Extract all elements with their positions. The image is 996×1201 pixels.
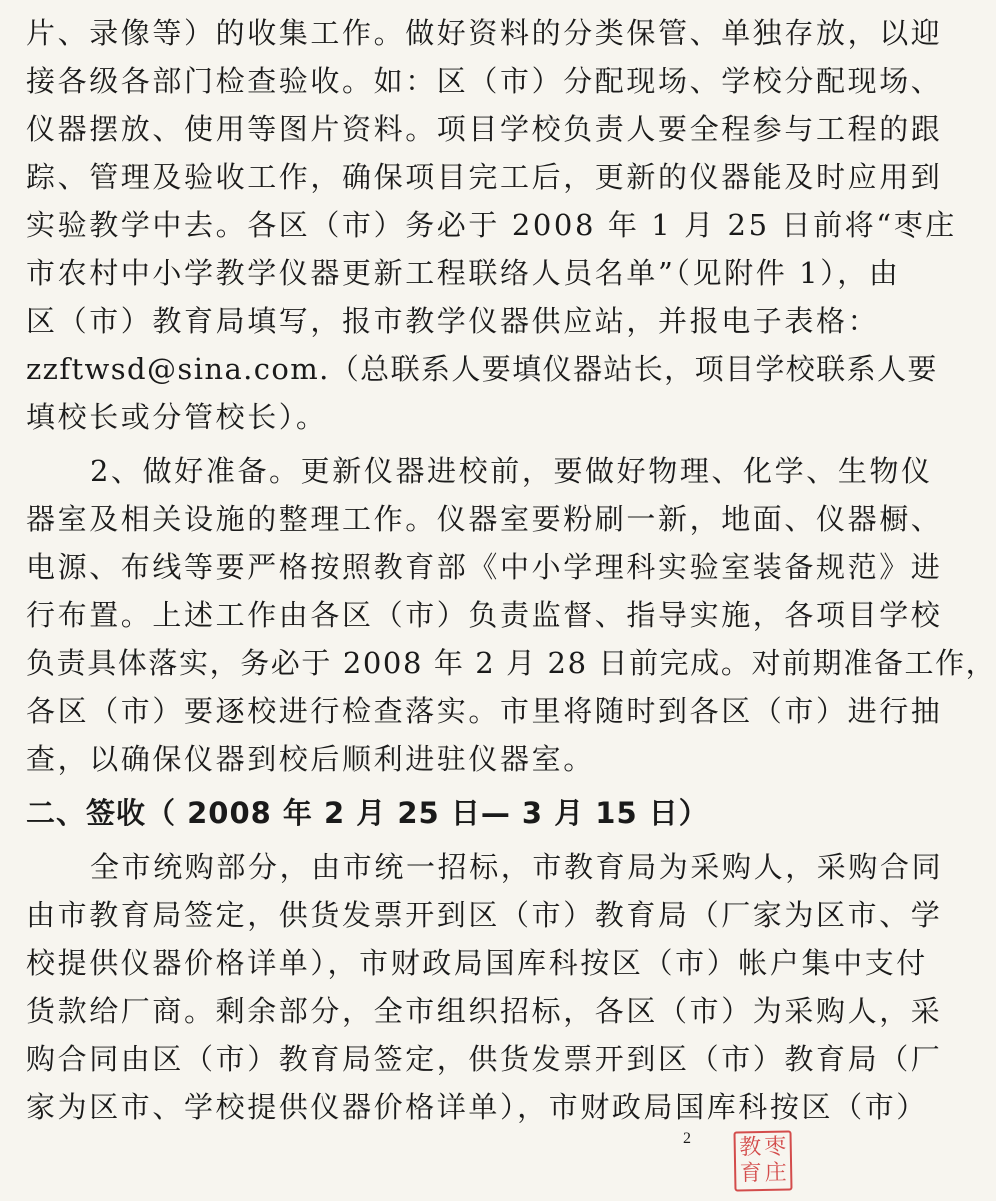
stamp-char: 育: [739, 1161, 762, 1187]
page-number: 2: [683, 1130, 691, 1147]
text-line: 行布置。上述工作由各区（市）负责监督、指导实施，各项目学校: [26, 598, 943, 632]
section-heading: 二、签收（ 2008 年 2 月 25 日— 3 月 15 日）: [26, 796, 709, 830]
text-line: 校提供仪器价格详单），市财政局国库科按区（市）帐户集中支付: [26, 946, 928, 980]
text-line: 负责具体落实，务必于 2008 年 2 月 28 日前完成。对前期准备工作，: [26, 646, 996, 680]
text-line: 家为区市、学校提供仪器价格详单），市财政局国库科按区（市）: [26, 1090, 928, 1124]
text-line: 接各级各部门检查验收。如：区（市）分配现场、学校分配现场、: [26, 64, 943, 98]
text-line: 片、录像等）的收集工作。做好资料的分类保管、单独存放，以迎: [26, 16, 943, 50]
text-line: 电源、布线等要严格按照教育部《中小学理科实验室装备规范》进: [26, 550, 943, 584]
text-line: 购合同由区（市）教育局签定，供货发票开到区（市）教育局（厂: [26, 1042, 943, 1076]
text-line: 实验教学中去。各区（市）务必于 2008 年 1 月 25 日前将“枣庄: [26, 208, 957, 242]
text-line: 由市教育局签定，供货发票开到区（市）教育局（厂家为区市、学: [26, 898, 943, 932]
stamp-char: 教: [739, 1135, 762, 1161]
stamp-char: 庄: [764, 1160, 787, 1186]
seal-stamp: [733, 1130, 792, 1191]
stamp-char: 枣: [764, 1134, 787, 1160]
text-line: 仪器摆放、使用等图片资料。项目学校负责人要全程参与工程的跟: [26, 112, 943, 146]
text-line: 各区（市）要逐校进行检查落实。市里将随时到各区（市）进行抽: [26, 694, 943, 728]
text-line: 货款给厂商。剩余部分，全市组织招标，各区（市）为采购人，采: [26, 994, 943, 1028]
text-line-email: zzftwsd@sina.com.（总联系人要填仪器站长，项目学校联系人要: [26, 352, 938, 386]
text-line: 市农村中小学教学仪器更新工程联络人员名单”（见附件 1），由: [26, 256, 901, 290]
text-line: 器室及相关设施的整理工作。仪器室要粉刷一新，地面、仪器橱、: [26, 502, 943, 536]
text-line: 踪、管理及验收工作，确保项目完工后，更新的仪器能及时应用到: [26, 160, 943, 194]
paragraph-start: 2、做好准备。更新仪器进校前，要做好物理、化学、生物仪: [90, 454, 933, 488]
text-line: 填校长或分管校长）。: [26, 400, 328, 434]
text-line: 区（市）教育局填写，报市教学仪器供应站，并报电子表格：: [26, 304, 880, 338]
text-line: 查，以确保仪器到校后顺利进驻仪器室。: [26, 742, 595, 776]
paragraph-start: 全市统购部分，由市统一招标，市教育局为采购人，采购合同: [90, 850, 944, 884]
